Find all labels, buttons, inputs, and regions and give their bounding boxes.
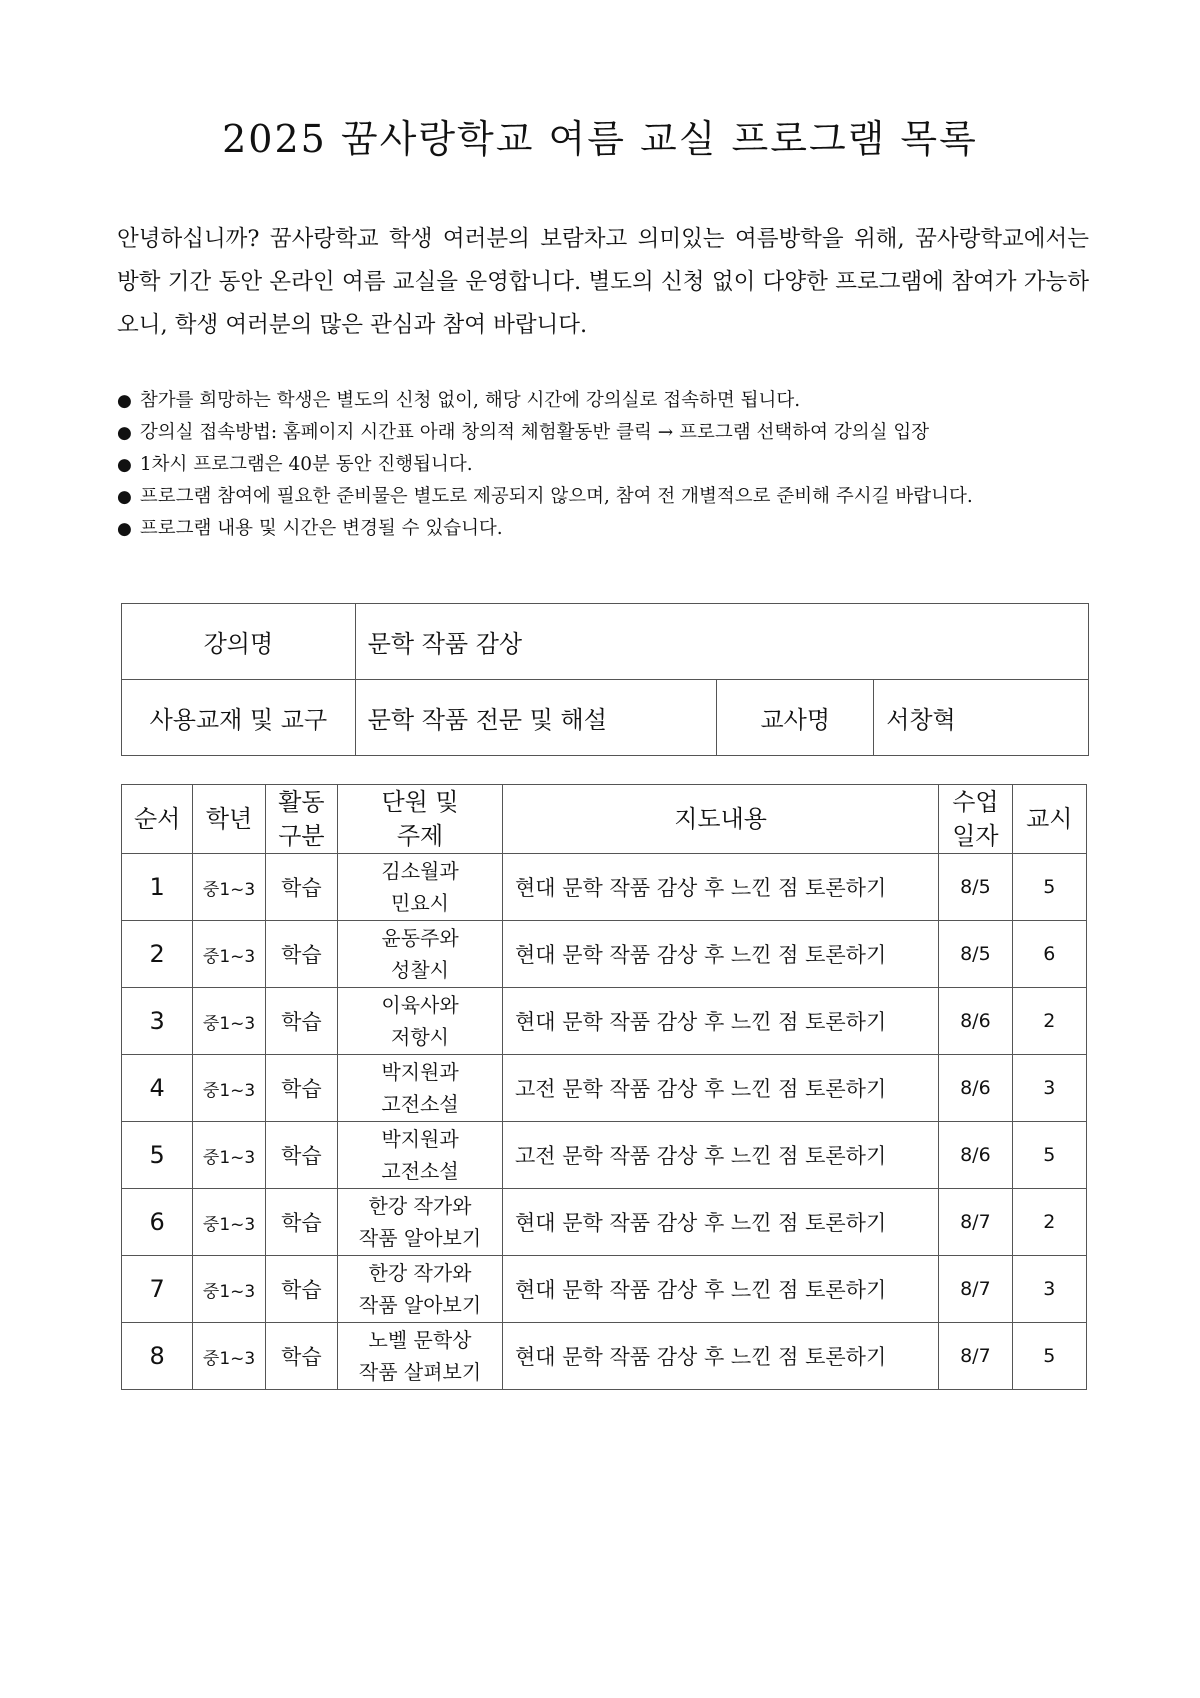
cell-period: 2	[1012, 988, 1086, 1055]
cell-content: 고전 문학 작품 감상 후 느낀 점 토론하기	[502, 1055, 938, 1122]
cell-topic-line2: 작품 알아보기	[358, 1226, 482, 1250]
cell-date: 8/7	[939, 1323, 1012, 1390]
cell-topic-line1: 한강 작가와	[368, 1194, 472, 1218]
header-activity	[265, 785, 337, 854]
cell-topic-line1: 윤동주와	[381, 926, 459, 950]
cell-activity: 학습	[265, 1122, 337, 1189]
notes-list	[117, 385, 1092, 545]
cell-date: 8/7	[939, 1189, 1012, 1256]
cell-order: 1	[122, 854, 193, 921]
header-activity-line1: 활동	[278, 788, 325, 816]
cell-period: 3	[1012, 1256, 1086, 1323]
cell-date: 8/6	[939, 988, 1012, 1055]
table-row	[122, 921, 1087, 988]
course-value: 문학 작품 감상	[355, 604, 1088, 680]
cell-topic	[338, 921, 503, 988]
bullet-icon: ●	[117, 391, 132, 411]
header-date	[939, 785, 1012, 854]
cell-topic-line1: 한강 작가와	[368, 1261, 472, 1285]
cell-topic-line2: 작품 살펴보기	[358, 1360, 482, 1384]
material-row	[122, 680, 1089, 756]
cell-topic	[338, 1189, 503, 1256]
cell-activity: 학습	[265, 921, 337, 988]
cell-topic	[338, 1323, 503, 1390]
cell-topic-line2: 고전소설	[381, 1159, 459, 1183]
cell-content: 현대 문학 작품 감상 후 느낀 점 토론하기	[502, 921, 938, 988]
material-value: 문학 작품 전문 및 해설	[355, 680, 717, 756]
cell-grade: 중1~3	[193, 921, 265, 988]
table-row	[122, 1122, 1087, 1189]
cell-content: 현대 문학 작품 감상 후 느낀 점 토론하기	[502, 1323, 938, 1390]
bullet-icon: ●	[117, 455, 132, 475]
note-item	[117, 513, 1092, 545]
header-grade: 학년	[193, 785, 265, 854]
schedule-table	[121, 784, 1087, 1390]
cell-topic	[338, 988, 503, 1055]
cell-activity: 학습	[265, 1256, 337, 1323]
cell-topic-line1: 이육사와	[381, 993, 459, 1017]
header-order: 순서	[122, 785, 193, 854]
table-row	[122, 988, 1087, 1055]
schedule-body	[122, 854, 1087, 1390]
bullet-icon: ●	[117, 487, 132, 507]
table-row	[122, 1189, 1087, 1256]
cell-order: 2	[122, 921, 193, 988]
cell-grade: 중1~3	[193, 1189, 265, 1256]
cell-period: 6	[1012, 921, 1086, 988]
teacher-label: 교사명	[717, 680, 874, 756]
cell-date: 8/6	[939, 1055, 1012, 1122]
cell-activity: 학습	[265, 1323, 337, 1390]
material-label: 사용교재 및 교구	[122, 680, 356, 756]
note-item	[117, 481, 1092, 513]
cell-topic-line1: 박지원과	[381, 1127, 459, 1151]
header-activity-line2: 구분	[278, 822, 325, 850]
cell-order: 6	[122, 1189, 193, 1256]
header-content: 지도내용	[502, 785, 938, 854]
table-row	[122, 1256, 1087, 1323]
cell-period: 5	[1012, 1323, 1086, 1390]
cell-order: 7	[122, 1256, 193, 1323]
cell-period: 5	[1012, 854, 1086, 921]
cell-grade: 중1~3	[193, 1256, 265, 1323]
cell-topic-line2: 고전소설	[381, 1092, 459, 1116]
cell-content: 현대 문학 작품 감상 후 느낀 점 토론하기	[502, 988, 938, 1055]
header-date-line2: 일자	[952, 822, 999, 850]
note-item	[117, 417, 1092, 449]
cell-date: 8/7	[939, 1256, 1012, 1323]
cell-content: 현대 문학 작품 감상 후 느낀 점 토론하기	[502, 1189, 938, 1256]
cell-grade: 중1~3	[193, 1122, 265, 1189]
bullet-icon: ●	[117, 519, 132, 539]
cell-period: 3	[1012, 1055, 1086, 1122]
header-unit	[338, 785, 503, 854]
note-item	[117, 385, 1092, 417]
note-text: 참가를 희망하는 학생은 별도의 신청 없이, 해당 시간에 강의실로 접속하면 됩니다.	[139, 390, 801, 411]
cell-content: 현대 문학 작품 감상 후 느낀 점 토론하기	[502, 854, 938, 921]
cell-topic	[338, 1256, 503, 1323]
cell-topic-line2: 작품 알아보기	[358, 1293, 482, 1317]
cell-grade: 중1~3	[193, 854, 265, 921]
cell-activity: 학습	[265, 1055, 337, 1122]
cell-topic	[338, 1055, 503, 1122]
cell-topic-line1: 노벨 문학상	[368, 1328, 472, 1352]
cell-topic-line1: 김소월과	[381, 859, 459, 883]
cell-grade: 중1~3	[193, 988, 265, 1055]
page-title: 2025 꿈사랑학교 여름 교실 프로그램 목록	[222, 117, 978, 161]
note-text: 강의실 접속방법: 홈페이지 시간표 아래 창의적 체험활동반 클릭 → 프로그램 선택하여 강의실 입장	[139, 422, 930, 443]
header-unit-line2: 주제	[396, 822, 444, 850]
course-info-table	[121, 603, 1089, 756]
course-row	[122, 604, 1089, 680]
note-text: 1차시 프로그램은 40분 동안 진행됩니다.	[139, 454, 473, 475]
cell-content: 현대 문학 작품 감상 후 느낀 점 토론하기	[502, 1256, 938, 1323]
table-row	[122, 854, 1087, 921]
cell-topic-line2: 성찰시	[391, 958, 450, 982]
header-period: 교시	[1012, 785, 1086, 854]
note-text: 프로그램 참여에 필요한 준비물은 별도로 제공되지 않으며, 참여 전 개별적으로 준비해 주시길 바랍니다.	[139, 486, 973, 507]
cell-topic-line2: 저항시	[391, 1025, 450, 1049]
table-row	[122, 1055, 1087, 1122]
cell-topic	[338, 854, 503, 921]
course-label: 강의명	[122, 604, 356, 680]
note-item	[117, 449, 1092, 481]
header-unit-line1: 단원 및	[381, 788, 459, 816]
cell-activity: 학습	[265, 854, 337, 921]
cell-activity: 학습	[265, 1189, 337, 1256]
cell-order: 5	[122, 1122, 193, 1189]
cell-period: 5	[1012, 1122, 1086, 1189]
schedule-header-row	[122, 785, 1087, 854]
note-text: 프로그램 내용 및 시간은 변경될 수 있습니다.	[139, 518, 503, 539]
cell-activity: 학습	[265, 988, 337, 1055]
cell-grade: 중1~3	[193, 1323, 265, 1390]
header-date-line1: 수업	[952, 788, 999, 816]
cell-topic-line1: 박지원과	[381, 1060, 459, 1084]
cell-topic-line2: 민요시	[391, 891, 450, 915]
cell-content: 고전 문학 작품 감상 후 느낀 점 토론하기	[502, 1122, 938, 1189]
bullet-icon: ●	[117, 423, 132, 443]
cell-grade: 중1~3	[193, 1055, 265, 1122]
cell-period: 2	[1012, 1189, 1086, 1256]
cell-order: 4	[122, 1055, 193, 1122]
cell-topic	[338, 1122, 503, 1189]
intro-paragraph: 안녕하십니까? 꿈사랑학교 학생 여러분의 보람차고 의미있는 여름방학을 위해, 꿈사랑학교에서는 방학 기간 동안 온라인 여름 교실을 운영합니다. 별도의 신청 없이 다양한 프로그램에 참여가 가능하오니, 학생 여러분의 많은 관심과 참여 바랍니다.	[117, 226, 1089, 338]
table-row	[122, 1323, 1087, 1390]
cell-date: 8/6	[939, 1122, 1012, 1189]
cell-order: 8	[122, 1323, 193, 1390]
teacher-value: 서창혁	[874, 680, 1089, 756]
cell-order: 3	[122, 988, 193, 1055]
cell-date: 8/5	[939, 854, 1012, 921]
cell-date: 8/5	[939, 921, 1012, 988]
